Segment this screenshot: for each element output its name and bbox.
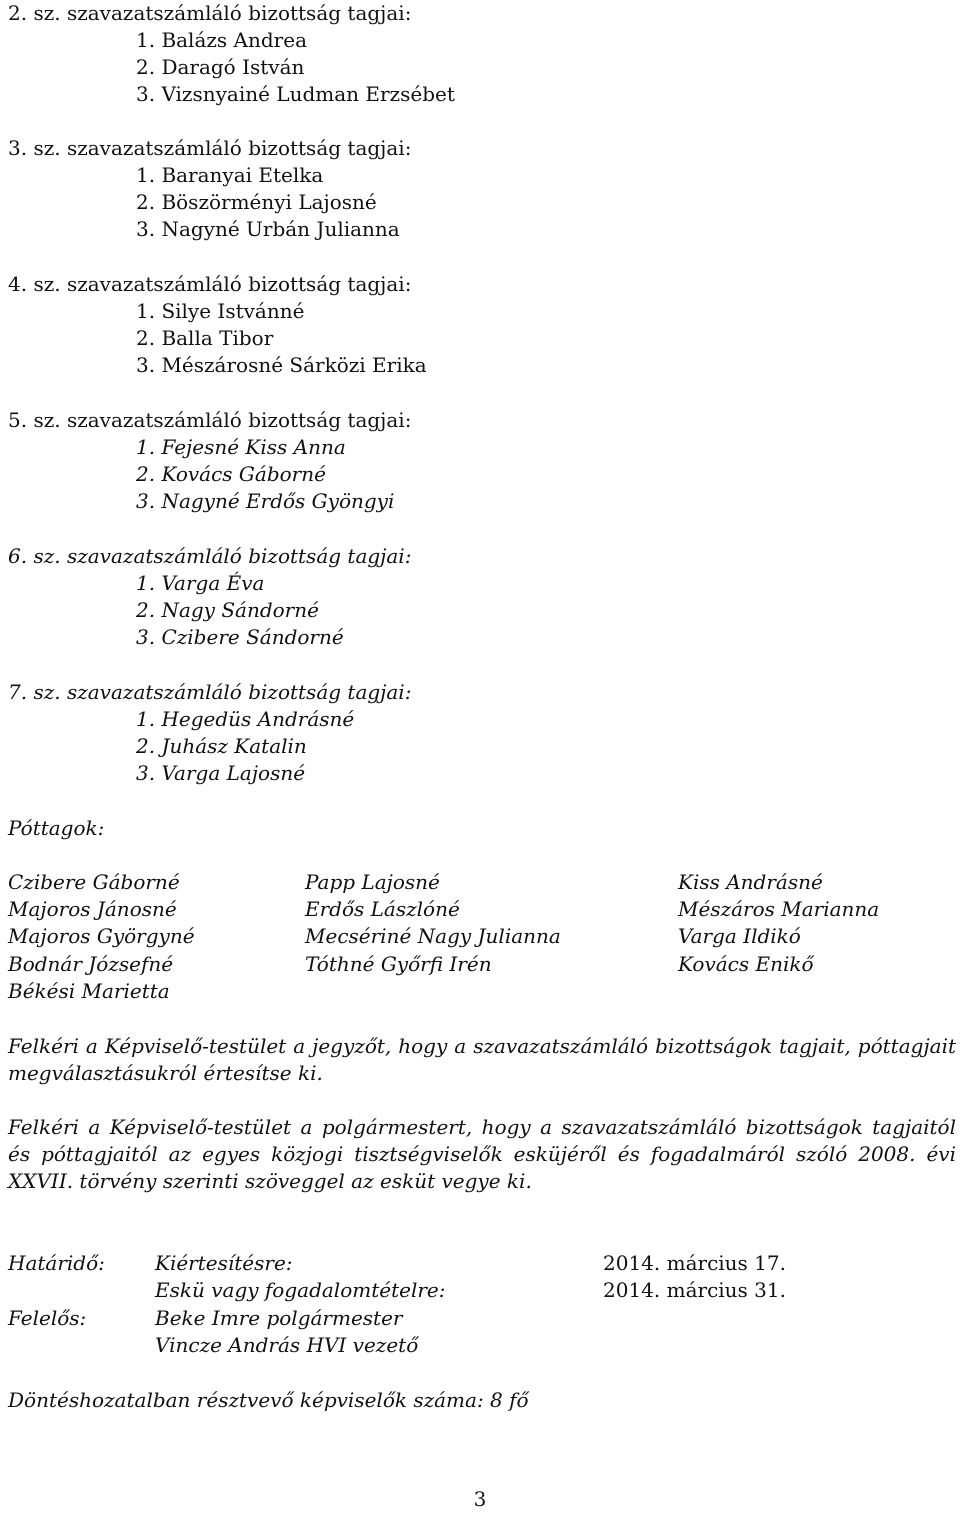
alternate-name: Papp Lajosné <box>305 870 440 894</box>
committee-5-member-3: 3. Nagyné Erdős Gyöngyi <box>136 489 395 513</box>
committee-3-member-2: 2. Böszörményi Lajosné <box>136 190 377 214</box>
alternates-column-3 <box>678 869 879 978</box>
alternate-name: Békési Marietta <box>8 978 170 1003</box>
committee-7-member-2: 2. Juhász Katalin <box>136 734 307 758</box>
committee-4-member-1: 1. Silye Istvánné <box>136 299 305 323</box>
page-number: 3 <box>473 1487 487 1511</box>
alternates-column-1 <box>8 869 195 1005</box>
responsible-person-1: Beke Imre polgármester <box>155 1306 403 1330</box>
committee-6-heading: 6. sz. szavazatszámláló bizottság tagjai: <box>8 544 412 568</box>
committee-3-heading: 3. sz. szavazatszámláló bizottság tagjai: <box>8 136 412 160</box>
alternate-name: Tóthné Győrfi Irén <box>305 951 492 976</box>
alternate-name: Erdős Lászlóné <box>305 897 460 922</box>
committee-7-heading: 7. sz. szavazatszámláló bizottság tagjai: <box>8 680 412 704</box>
committee-7-member-3: 3. Varga Lajosné <box>136 761 306 785</box>
alternate-name: Czibere Gáborné <box>8 870 180 894</box>
committee-3-member-1: 1. Baranyai Etelka <box>136 163 324 187</box>
committee-6-member-1: 1. Varga Éva <box>136 571 265 595</box>
committee-5-member-1: 1. Fejesné Kiss Anna <box>136 435 346 459</box>
alternate-name: Mészáros Marianna <box>678 897 880 922</box>
committee-2-member-2: 2. Daragó István <box>136 55 305 79</box>
committee-6-member-2: 2. Nagy Sándorné <box>136 598 319 622</box>
alternates-label: Póttagok: <box>8 816 105 840</box>
alternate-name: Kovács Enikő <box>678 951 814 976</box>
committee-2-member-3: 3. Vizsnyainé Ludman Erzsébet <box>136 82 455 106</box>
committee-7-member-1: 1. Hegedüs Andrásné <box>136 707 355 731</box>
committee-6-member-3: 3. Czibere Sándorné <box>136 625 344 649</box>
alternates-column-2 <box>305 869 561 978</box>
paragraph-notary-notify: Felkéri a Képviselő-testület a jegyzőt, hogy a szavazatszámláló bizottságok tagjait, póttagjait megválasztásukról értesítse ki. <box>8 1034 956 1085</box>
deadline-item-1: Kiértesítésre: <box>155 1251 293 1275</box>
paragraph-mayor-oath: Felkéri a Képviselő-testület a polgármestert, hogy a szavazatszámláló bizottságok tagjaitól és póttagjaitól az egyes közjogi tisztségviselők esküjéről és fogadalmáról szóló 2008. évi XXVII. törvény szerinti szöveggel az esküt vegye ki. <box>8 1115 956 1193</box>
decision-count: Döntéshozatalban résztvevő képviselők száma: 8 fő <box>8 1388 529 1412</box>
deadline-date-2: 2014. március 31. <box>603 1278 786 1302</box>
deadline-label: Határidő: <box>8 1251 105 1275</box>
alternate-name: Bodnár Józsefné <box>8 951 174 976</box>
committee-2-member-1: 1. Balázs Andrea <box>136 28 307 52</box>
alternate-name: Majoros Györgyné <box>8 924 195 949</box>
committee-5-member-2: 2. Kovács Gáborné <box>136 462 326 486</box>
deadline-date-1: 2014. március 17. <box>603 1251 786 1275</box>
committee-5-heading: 5. sz. szavazatszámláló bizottság tagjai: <box>8 408 412 432</box>
deadline-item-2: Eskü vagy fogadalomtételre: <box>155 1278 446 1302</box>
committee-4-heading: 4. sz. szavazatszámláló bizottság tagjai: <box>8 272 412 296</box>
alternate-name: Varga Ildikó <box>678 924 801 949</box>
responsible-label: Felelős: <box>8 1306 87 1330</box>
committee-3-member-3: 3. Nagyné Urbán Julianna <box>136 217 400 241</box>
alternate-name: Mecsériné Nagy Julianna <box>305 924 561 949</box>
committee-4-member-3: 3. Mészárosné Sárközi Erika <box>136 353 427 377</box>
alternate-name: Kiss Andrásné <box>678 870 823 894</box>
committee-4-member-2: 2. Balla Tibor <box>136 326 274 350</box>
responsible-person-2: Vincze András HVI vezető <box>155 1333 419 1357</box>
committee-2-heading: 2. sz. szavazatszámláló bizottság tagjai: <box>8 1 412 25</box>
alternate-name: Majoros Jánosné <box>8 897 177 922</box>
